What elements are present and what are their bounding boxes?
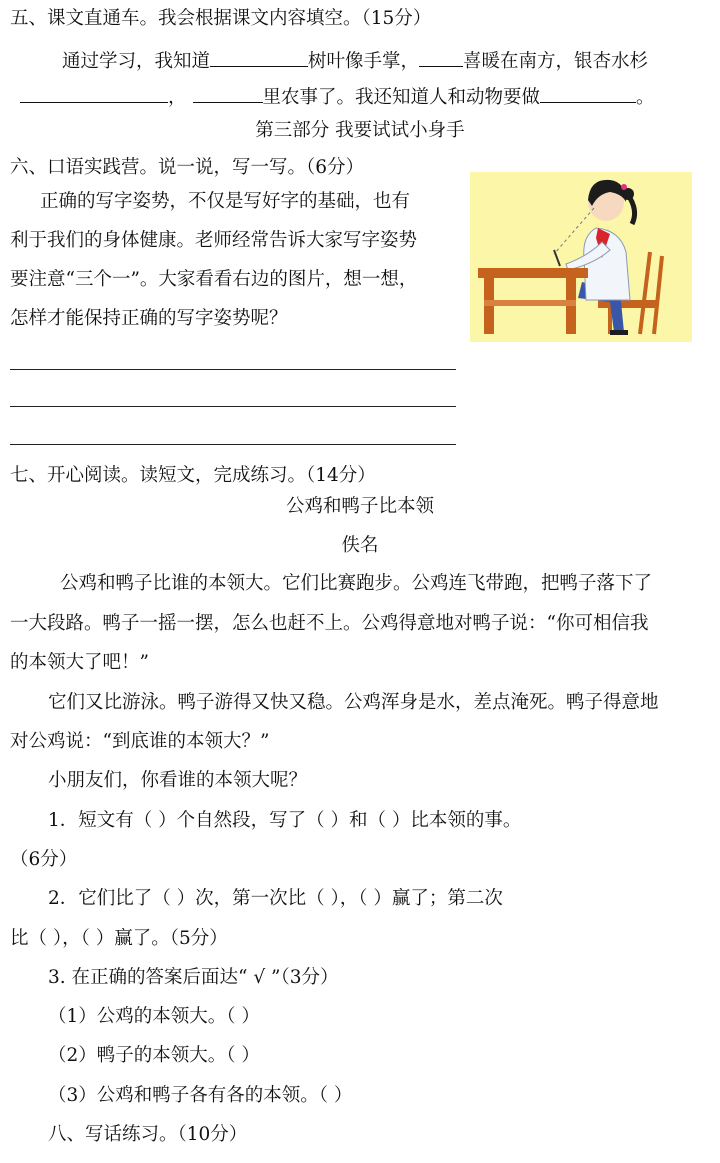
fill-text: ，: [168, 87, 187, 108]
writing-posture-illustration: [470, 172, 692, 342]
fill-text: 树叶像手掌，: [308, 51, 420, 72]
story-paragraph-line: 一大段路。鸭子一摇一摆，怎么也赶不上。公鸡得意地对鸭子说：“你可相信我: [10, 613, 649, 634]
answer-line[interactable]: [10, 369, 456, 370]
fill-text: 里农事了。我还知道人和动物要做: [262, 87, 541, 108]
story-paragraph-line: 小朋友们，你看谁的本领大呢？: [48, 770, 308, 791]
fill-blank[interactable]: [540, 84, 636, 103]
fill-text: 喜暖在南方，银杏水杉: [463, 51, 649, 72]
section6-title: 六、口语实践营。说一说，写一写。（6分）: [10, 157, 365, 178]
question-1: 1．短文有（ ）个自然段，写了（ ）和（ ）比本领的事。: [48, 810, 522, 831]
question-3-option: （1）公鸡的本领大。（ ）: [48, 1006, 260, 1027]
fill-blank[interactable]: [419, 48, 463, 67]
answer-line[interactable]: [10, 444, 456, 445]
section6-line: 利于我们的身体健康。老师经常告诉大家写字姿势: [10, 230, 418, 251]
question-3-option: （2）鸭子的本领大。（ ）: [48, 1045, 260, 1066]
fill-blank[interactable]: [210, 48, 308, 67]
part3-heading: 第三部分 我要试试小身手: [255, 120, 465, 141]
story-title: 公鸡和鸭子比本领: [285, 496, 434, 517]
answer-line[interactable]: [10, 406, 456, 407]
section6-line: 正确的写字姿势，不仅是写好字的基础，也有: [40, 191, 411, 212]
section7-title: 七、开心阅读。读短文，完成练习。（14分）: [10, 465, 376, 486]
fill-blank[interactable]: [20, 84, 168, 103]
section8-title: 八、写话练习。（10分）: [48, 1124, 248, 1145]
fill-blank[interactable]: [193, 84, 263, 103]
question-1-points: （6分）: [10, 849, 78, 870]
section5-fill-line-2: [20, 84, 655, 111]
story-author: 佚名: [341, 535, 379, 556]
section6-line: 要注意“三个一”。大家看看右边的图片，想一想，: [10, 269, 418, 290]
section5-fill-line-1: [62, 48, 648, 75]
question-2: 2．它们比了（ ）次，第一次比（ ），（ ）赢了；第二次: [48, 888, 503, 909]
question-3-option: （3）公鸡和鸭子各有各的本领。（ ）: [48, 1085, 353, 1106]
fill-text: 通过学习，我知道: [62, 51, 211, 72]
question-2-cont: 比（ ），（ ）赢了。（5分）: [10, 928, 228, 949]
story-paragraph-line: 对公鸡说：“到底谁的本领大？”: [10, 731, 270, 752]
story-paragraph-line: 的本领大了吧！”: [10, 652, 149, 673]
question-3: 3. 在正确的答案后面达“ √ ”（3分）: [48, 967, 339, 988]
section5-title: 五、课文直通车。我会根据课文内容填空。（15分）: [10, 8, 432, 29]
story-paragraph-line: 它们又比游泳。鸭子游得又快又稳。公鸡浑身是水，差点淹死。鸭子得意地: [48, 692, 659, 713]
section6-line: 怎样才能保持正确的写字姿势呢？: [10, 308, 288, 329]
fill-text: 。: [636, 87, 655, 108]
story-paragraph-line: 公鸡和鸭子比谁的本领大。它们比赛跑步。公鸡连飞带跑，把鸭子落下了: [60, 573, 653, 594]
